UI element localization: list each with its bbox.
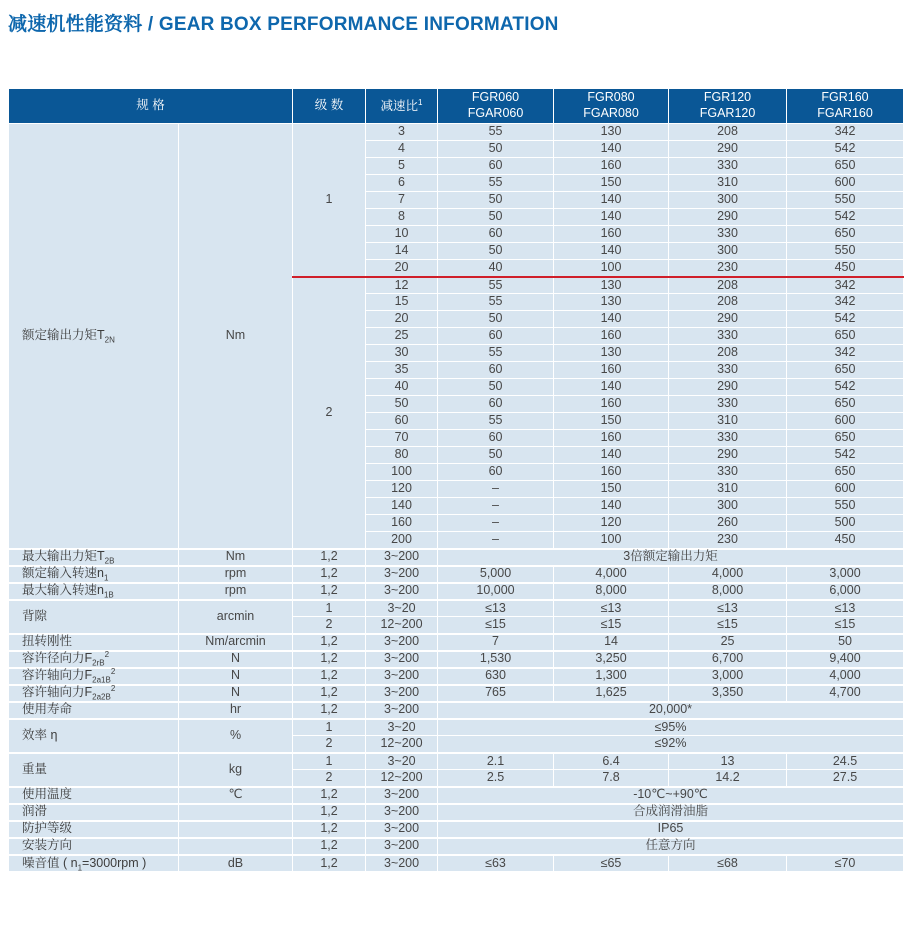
header-ratio-footnote: 1	[418, 97, 423, 107]
unit-cell: dB	[179, 855, 293, 872]
value-cell: –	[438, 515, 554, 532]
spec-row	[9, 685, 904, 702]
value-cell: 50	[438, 379, 554, 396]
value-cell: 765	[438, 685, 554, 702]
value-cell: ≤68	[669, 855, 787, 872]
value-cell: 260	[669, 515, 787, 532]
value-cell: 330	[669, 328, 787, 345]
spec-row	[9, 719, 904, 736]
ratio-cell: 6	[366, 175, 438, 192]
ratio-cell: 3	[366, 124, 438, 141]
model-line2: FGAR160	[817, 106, 873, 120]
unit-cell: N	[179, 685, 293, 702]
stage-cell: 1	[293, 753, 366, 770]
value-cell: 208	[669, 345, 787, 362]
ratio-cell: 3~20	[366, 719, 438, 736]
spec-row	[9, 549, 904, 566]
value-cell: 600	[787, 175, 904, 192]
ratio-cell: 3~200	[366, 651, 438, 668]
header-ratio-text: 减速比	[380, 98, 419, 113]
value-cell: 140	[554, 209, 669, 226]
value-cell: 50	[438, 192, 554, 209]
spec-label: 润滑	[9, 804, 179, 821]
value-cell: 550	[787, 498, 904, 515]
ratio-cell: 25	[366, 328, 438, 345]
stage-cell: 1	[293, 600, 366, 617]
ratio-cell: 3~200	[366, 685, 438, 702]
spec-row	[9, 838, 904, 855]
value-cell: 550	[787, 192, 904, 209]
value-cell: 60	[438, 396, 554, 413]
stage-cell: 1	[293, 719, 366, 736]
spec-label: 背隙	[9, 600, 179, 634]
ratio-cell: 35	[366, 362, 438, 379]
value-cell: 600	[787, 413, 904, 430]
value-cell: 542	[787, 447, 904, 464]
stage-cell: 1,2	[293, 821, 366, 838]
span-value-cell: 任意方向	[438, 838, 904, 855]
stage-cell: 2	[293, 736, 366, 753]
value-cell: 310	[669, 175, 787, 192]
model-line1: FGR120	[703, 90, 752, 105]
table-body	[9, 124, 904, 872]
value-cell: 4,000	[669, 566, 787, 583]
value-cell: ≤15	[669, 617, 787, 634]
spec-label: 额定输出力矩$T_{2N}$	[9, 124, 179, 549]
value-cell: 160	[554, 362, 669, 379]
span-value-cell: -10℃~+90℃	[438, 787, 904, 804]
header-ratio	[366, 89, 438, 124]
value-cell: 330	[669, 430, 787, 447]
value-cell: 140	[554, 243, 669, 260]
value-cell: 310	[669, 413, 787, 430]
spec-row	[9, 668, 904, 685]
unit-cell	[179, 838, 293, 855]
spec-row	[9, 702, 904, 719]
stage-cell: 1,2	[293, 855, 366, 872]
value-cell: ≤13	[438, 600, 554, 617]
ratio-cell: 3~200	[366, 634, 438, 651]
value-cell: 290	[669, 311, 787, 328]
value-cell: 300	[669, 498, 787, 515]
spec-label: 噪音值 ( $n_1=3000rpm$ )	[9, 855, 179, 872]
value-cell: 140	[554, 379, 669, 396]
model-line1: FGR080	[587, 90, 635, 105]
value-cell: 160	[554, 464, 669, 481]
value-cell: ≤13	[787, 600, 904, 617]
value-cell: 27.5	[787, 770, 904, 787]
value-cell: 230	[669, 260, 787, 277]
ratio-cell: 3~200	[366, 787, 438, 804]
value-cell: 330	[669, 464, 787, 481]
value-cell: 8,000	[554, 583, 669, 600]
unit-cell: N	[179, 651, 293, 668]
spec-label: 使用寿命	[9, 702, 179, 719]
spec-label: 重量	[9, 753, 179, 787]
span-value-cell: ≤92%	[438, 736, 904, 753]
value-cell: 3,000	[669, 668, 787, 685]
value-cell: 50	[438, 141, 554, 158]
stage-cell: 2	[293, 770, 366, 787]
value-cell: 55	[438, 277, 554, 294]
value-cell: 130	[554, 277, 669, 294]
header-stages: 级 数	[293, 89, 366, 124]
value-cell: 290	[669, 209, 787, 226]
value-cell: 550	[787, 243, 904, 260]
model-line2: FGAR080	[583, 106, 639, 120]
value-cell: 160	[554, 226, 669, 243]
value-cell: 40	[438, 260, 554, 277]
performance-table	[8, 88, 904, 872]
value-cell: 330	[669, 158, 787, 175]
ratio-cell: 50	[366, 396, 438, 413]
value-cell: 6.4	[554, 753, 669, 770]
spec-row	[9, 804, 904, 821]
value-cell: 130	[554, 294, 669, 311]
value-cell: 50	[787, 634, 904, 651]
span-value-cell: ≤95%	[438, 719, 904, 736]
value-cell: 342	[787, 345, 904, 362]
ratio-cell: 3~200	[366, 668, 438, 685]
value-cell: 160	[554, 430, 669, 447]
stage-cell: 2	[293, 617, 366, 634]
value-cell: 140	[554, 447, 669, 464]
stage-cell: 1,2	[293, 566, 366, 583]
value-cell: 650	[787, 396, 904, 413]
spec-label: 扭转刚性	[9, 634, 179, 651]
value-cell: 300	[669, 243, 787, 260]
span-value-cell: IP65	[438, 821, 904, 838]
spec-label: 最大输入转速$n_{1B}$	[9, 583, 179, 600]
value-cell: 100	[554, 532, 669, 549]
spec-label: 容许轴向力$F_{2a1B}^2$	[9, 668, 179, 685]
value-cell: 14.2	[669, 770, 787, 787]
value-cell: 8,000	[669, 583, 787, 600]
value-cell: 450	[787, 532, 904, 549]
stage-cell: 1	[293, 124, 366, 277]
value-cell: 1,530	[438, 651, 554, 668]
ratio-cell: 3~20	[366, 753, 438, 770]
model-line1: FGR160	[821, 90, 869, 105]
ratio-cell: 12~200	[366, 770, 438, 787]
value-cell: 2.1	[438, 753, 554, 770]
value-cell: 450	[787, 260, 904, 277]
value-cell: 25	[669, 634, 787, 651]
header-model-fgr160	[787, 89, 904, 124]
ratio-cell: 140	[366, 498, 438, 515]
value-cell: ≤15	[438, 617, 554, 634]
stage-cell: 2	[293, 277, 366, 549]
spec-row	[9, 566, 904, 583]
value-cell: 60	[438, 328, 554, 345]
value-cell: 630	[438, 668, 554, 685]
ratio-cell: 7	[366, 192, 438, 209]
spec-row	[9, 583, 904, 600]
value-cell: 5,000	[438, 566, 554, 583]
value-cell: –	[438, 481, 554, 498]
value-cell: ≤13	[554, 600, 669, 617]
header-spec: 规 格	[9, 89, 293, 124]
value-cell: 50	[438, 447, 554, 464]
value-cell: 24.5	[787, 753, 904, 770]
ratio-cell: 60	[366, 413, 438, 430]
ratio-cell: 8	[366, 209, 438, 226]
value-cell: 542	[787, 209, 904, 226]
value-cell: 330	[669, 226, 787, 243]
value-cell: 55	[438, 294, 554, 311]
ratio-cell: 14	[366, 243, 438, 260]
value-cell: 542	[787, 311, 904, 328]
unit-cell: Nm/arcmin	[179, 634, 293, 651]
span-value-cell: 20,000*	[438, 702, 904, 719]
span-value-cell: 合成润滑油脂	[438, 804, 904, 821]
ratio-cell: 3~200	[366, 855, 438, 872]
ratio-cell: 4	[366, 141, 438, 158]
value-cell: 7	[438, 634, 554, 651]
value-cell: 650	[787, 464, 904, 481]
ratio-cell: 12	[366, 277, 438, 294]
header-model-fgr060	[438, 89, 554, 124]
header-model-fgr120	[669, 89, 787, 124]
unit-cell	[179, 804, 293, 821]
value-cell: 1,300	[554, 668, 669, 685]
spec-row	[9, 634, 904, 651]
value-cell: 60	[438, 158, 554, 175]
table-header	[9, 89, 904, 124]
span-value-cell: 3倍额定输出力矩	[438, 549, 904, 566]
value-cell: 150	[554, 481, 669, 498]
model-line2: FGAR120	[699, 106, 756, 120]
stage-cell: 1,2	[293, 668, 366, 685]
value-cell: 290	[669, 447, 787, 464]
stage-cell: 1,2	[293, 549, 366, 566]
value-cell: 140	[554, 141, 669, 158]
value-cell: 50	[438, 209, 554, 226]
value-cell: 50	[438, 311, 554, 328]
torque-row	[9, 124, 904, 141]
value-cell: 13	[669, 753, 787, 770]
ratio-cell: 200	[366, 532, 438, 549]
value-cell: ≤15	[787, 617, 904, 634]
value-cell: 4,000	[787, 668, 904, 685]
spec-row	[9, 787, 904, 804]
value-cell: 342	[787, 277, 904, 294]
value-cell: 60	[438, 226, 554, 243]
ratio-cell: 5	[366, 158, 438, 175]
ratio-cell: 40	[366, 379, 438, 396]
value-cell: 542	[787, 379, 904, 396]
value-cell: 120	[554, 515, 669, 532]
value-cell: ≤15	[554, 617, 669, 634]
value-cell: 100	[554, 260, 669, 277]
header-row	[9, 89, 904, 124]
value-cell: 6,700	[669, 651, 787, 668]
ratio-cell: 3~200	[366, 804, 438, 821]
value-cell: 650	[787, 430, 904, 447]
value-cell: 55	[438, 124, 554, 141]
value-cell: 140	[554, 498, 669, 515]
ratio-cell: 10	[366, 226, 438, 243]
value-cell: 55	[438, 413, 554, 430]
model-line2: FGAR060	[467, 106, 524, 120]
value-cell: 330	[669, 396, 787, 413]
unit-cell: Nm	[179, 124, 293, 549]
ratio-cell: 12~200	[366, 736, 438, 753]
value-cell: 310	[669, 481, 787, 498]
ratio-cell: 3~20	[366, 600, 438, 617]
unit-cell: hr	[179, 702, 293, 719]
ratio-cell: 80	[366, 447, 438, 464]
ratio-cell: 3~200	[366, 583, 438, 600]
value-cell: 130	[554, 124, 669, 141]
value-cell: 342	[787, 294, 904, 311]
unit-cell: ℃	[179, 787, 293, 804]
unit-cell: arcmin	[179, 600, 293, 634]
value-cell: ≤70	[787, 855, 904, 872]
value-cell: 650	[787, 362, 904, 379]
ratio-cell: 20	[366, 311, 438, 328]
ratio-cell: 20	[366, 260, 438, 277]
value-cell: 140	[554, 311, 669, 328]
value-cell: 4,000	[554, 566, 669, 583]
unit-cell: N	[179, 668, 293, 685]
value-cell: ≤13	[669, 600, 787, 617]
ratio-cell: 3~200	[366, 821, 438, 838]
spec-label: 额定输入转速$n_1$	[9, 566, 179, 583]
value-cell: 542	[787, 141, 904, 158]
spec-label: 防护等级	[9, 821, 179, 838]
value-cell: 290	[669, 379, 787, 396]
stage-cell: 1,2	[293, 685, 366, 702]
value-cell: 500	[787, 515, 904, 532]
spec-label: 使用温度	[9, 787, 179, 804]
unit-cell: kg	[179, 753, 293, 787]
value-cell: ≤63	[438, 855, 554, 872]
spec-label: 效率 η	[9, 719, 179, 753]
value-cell: 60	[438, 464, 554, 481]
ratio-cell: 15	[366, 294, 438, 311]
value-cell: 130	[554, 345, 669, 362]
value-cell: 290	[669, 141, 787, 158]
ratio-cell: 3~200	[366, 566, 438, 583]
spec-label: 最大输出力矩$T_{2B}$	[9, 549, 179, 566]
value-cell: 230	[669, 532, 787, 549]
value-cell: 300	[669, 192, 787, 209]
unit-cell: %	[179, 719, 293, 753]
value-cell: 140	[554, 192, 669, 209]
value-cell: ≤65	[554, 855, 669, 872]
unit-cell: Nm	[179, 549, 293, 566]
value-cell: 7.8	[554, 770, 669, 787]
ratio-cell: 160	[366, 515, 438, 532]
spec-row	[9, 600, 904, 617]
unit-cell	[179, 821, 293, 838]
value-cell: 150	[554, 413, 669, 430]
value-cell: 600	[787, 481, 904, 498]
stage-cell: 1,2	[293, 651, 366, 668]
spec-row	[9, 821, 904, 838]
value-cell: 650	[787, 158, 904, 175]
value-cell: 160	[554, 328, 669, 345]
spec-label: 安装方向	[9, 838, 179, 855]
stage-cell: 1,2	[293, 702, 366, 719]
value-cell: 3,350	[669, 685, 787, 702]
value-cell: 330	[669, 362, 787, 379]
ratio-cell: 100	[366, 464, 438, 481]
value-cell: 10,000	[438, 583, 554, 600]
value-cell: 55	[438, 175, 554, 192]
model-line1: FGR060	[471, 90, 520, 105]
ratio-cell: 3~200	[366, 702, 438, 719]
value-cell: 1,625	[554, 685, 669, 702]
stage-cell: 1,2	[293, 634, 366, 651]
ratio-cell: 70	[366, 430, 438, 447]
unit-cell: rpm	[179, 583, 293, 600]
ratio-cell: 3~200	[366, 549, 438, 566]
value-cell: 14	[554, 634, 669, 651]
stage-cell: 1,2	[293, 804, 366, 821]
value-cell: 60	[438, 430, 554, 447]
header-model-fgr080	[554, 89, 669, 124]
value-cell: –	[438, 498, 554, 515]
ratio-cell: 3~200	[366, 838, 438, 855]
value-cell: 150	[554, 175, 669, 192]
spec-row	[9, 753, 904, 770]
page-title: 减速机性能资料 / GEAR BOX PERFORMANCE INFORMATION	[8, 14, 559, 35]
ratio-cell: 12~200	[366, 617, 438, 634]
value-cell: 60	[438, 362, 554, 379]
value-cell: 55	[438, 345, 554, 362]
unit-cell: rpm	[179, 566, 293, 583]
value-cell: 4,700	[787, 685, 904, 702]
value-cell: 6,000	[787, 583, 904, 600]
value-cell: 208	[669, 277, 787, 294]
value-cell: 650	[787, 328, 904, 345]
value-cell: –	[438, 532, 554, 549]
stage-cell: 1,2	[293, 787, 366, 804]
value-cell: 3,250	[554, 651, 669, 668]
value-cell: 650	[787, 226, 904, 243]
spec-label: 容许径向力$F_{2rB}^2$	[9, 651, 179, 668]
spec-label: 容许轴向力$F_{2a2B}^2$	[9, 685, 179, 702]
spec-row	[9, 651, 904, 668]
value-cell: 9,400	[787, 651, 904, 668]
value-cell: 342	[787, 124, 904, 141]
value-cell: 160	[554, 396, 669, 413]
stage-cell: 1,2	[293, 583, 366, 600]
ratio-cell: 120	[366, 481, 438, 498]
stage-cell: 1,2	[293, 838, 366, 855]
ratio-cell: 30	[366, 345, 438, 362]
value-cell: 3,000	[787, 566, 904, 583]
spec-row	[9, 855, 904, 872]
value-cell: 208	[669, 294, 787, 311]
value-cell: 208	[669, 124, 787, 141]
value-cell: 160	[554, 158, 669, 175]
value-cell: 2.5	[438, 770, 554, 787]
value-cell: 50	[438, 243, 554, 260]
